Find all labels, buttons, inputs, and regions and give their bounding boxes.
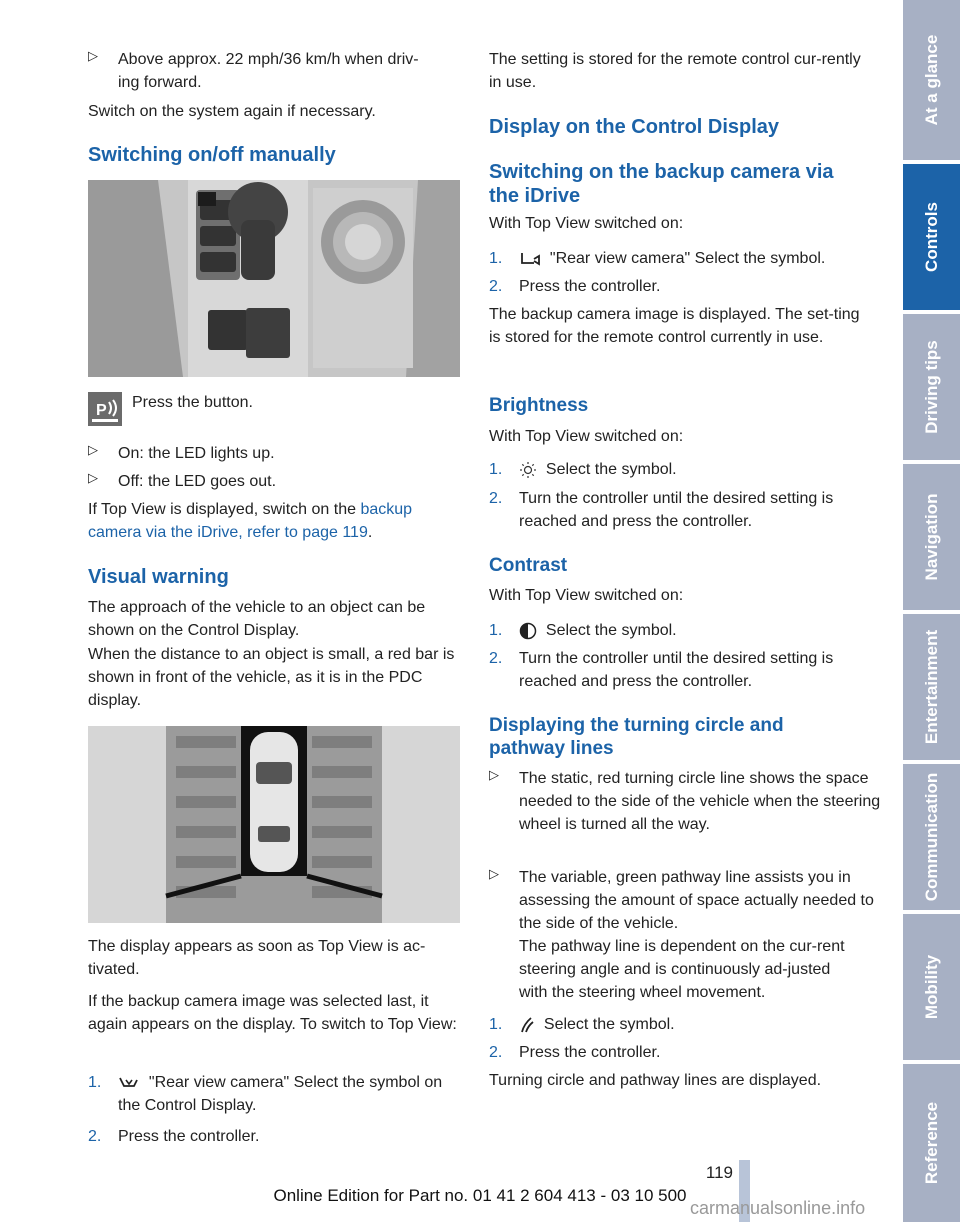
- turn-step-1-number: 1.: [489, 1016, 503, 1033]
- tab-label: Reference: [921, 1101, 941, 1185]
- watermark: carmanualsonline.info: [690, 1198, 866, 1218]
- rear-camera-icon: [118, 1074, 140, 1092]
- bullet-off: [88, 470, 490, 493]
- bright-step-2-text: Turn the controller until the desired setting is reached and press the controller.: [519, 490, 834, 530]
- bullet-forward: [88, 48, 490, 94]
- tab-communication[interactable]: [903, 764, 960, 910]
- cam-step-2-number: 2.: [489, 278, 503, 295]
- svg-text:P: P: [96, 402, 107, 419]
- display-paragraph-1: The display appears as soon as Top View is ac-tivated.: [88, 938, 426, 978]
- turn-step-2: [489, 1041, 861, 1064]
- triangle-bullet-icon: ▷: [88, 442, 98, 457]
- turn-step-2-text: Press the controller.: [519, 1044, 661, 1061]
- tab-label: Navigation: [921, 493, 941, 581]
- display-paragraph-2: If the backup camera image was selected last, it again appears on the display. To switch to Top View:: [88, 993, 457, 1033]
- tab-label: Mobility: [921, 954, 941, 1020]
- bullet-static-text: The static, red turning circle line shows the space needed to the side of the vehicle when the steering wheel is turned all the way.: [519, 770, 881, 833]
- step-1: [88, 1071, 460, 1117]
- cam-step-1-text: [519, 247, 861, 270]
- step-2-text: Press the controller.: [118, 1128, 260, 1145]
- switch-again-text: Switch on the system again if necessary.: [88, 103, 376, 120]
- bullet-off-text: Off: the LED goes out.: [118, 473, 277, 490]
- turn-step-1-label: Select the symbol.: [543, 1016, 675, 1033]
- triangle-bullet-icon: ▷: [88, 48, 98, 63]
- bright-step-1-number: 1.: [489, 461, 503, 478]
- backup-camera-link[interactable]: backup camera via the iDrive, refer to page 119: [88, 501, 413, 541]
- turn-step-1: [489, 1013, 861, 1036]
- with-topview-3: With Top View switched on:: [489, 587, 684, 604]
- tab-controls[interactable]: [903, 164, 960, 310]
- page-number: 119: [705, 1163, 733, 1182]
- topview-end: .: [367, 524, 373, 541]
- step-2: [88, 1125, 460, 1148]
- contrast-step-2-number: 2.: [489, 650, 503, 667]
- cam-step-2: [489, 275, 861, 298]
- bright-step-2: [489, 487, 861, 533]
- step-1-number: 1.: [88, 1074, 102, 1091]
- topview-text: If Top View is displayed, switch on the: [88, 501, 361, 518]
- brightness-icon: [519, 461, 537, 479]
- turn-step-2-number: 2.: [489, 1044, 503, 1061]
- tab-mobility[interactable]: [903, 914, 960, 1060]
- contrast-step-1: [489, 619, 861, 642]
- center-console-image: [88, 180, 460, 377]
- step-1-text: [118, 1071, 460, 1117]
- tab-label: At a glance: [921, 34, 941, 126]
- contrast-step-2-text: Turn the controller until the desired setting is reached and press the controller.: [519, 650, 834, 690]
- triangle-bullet-icon: ▷: [489, 866, 499, 881]
- footer-text: Online Edition for Part no. 01 41 2 604 413 - 03 10 500: [273, 1186, 687, 1205]
- stored-paragraph: The setting is stored for the remote control cur-rently in use.: [489, 51, 861, 91]
- contrast-step-1-number: 1.: [489, 622, 503, 639]
- tab-label: Controls: [921, 202, 941, 272]
- bullet-static: [489, 767, 891, 836]
- variable-subparagraph: The pathway line is dependent on the cur-rent steering angle and is continuously ad-justed with the steering wheel movement.: [519, 938, 845, 1001]
- tab-label: Entertainment: [921, 629, 941, 745]
- pdc-button-icon: [88, 392, 122, 426]
- contrast-step-1-label: Select the symbol.: [545, 622, 677, 639]
- cam-step-2-text: Press the controller.: [519, 278, 661, 295]
- with-topview-2: With Top View switched on:: [489, 428, 684, 445]
- top-view-image: [88, 726, 460, 923]
- cam-result: The backup camera image is displayed. The set-ting is stored for the remote control currently in use.: [489, 306, 860, 346]
- bullet-on: [88, 442, 490, 465]
- turn-result: Turning circle and pathway lines are displayed.: [489, 1072, 822, 1089]
- cam-step-1: [489, 247, 861, 270]
- bullet-forward-text: Above approx. 22 mph/36 km/h when driv- ing forward.: [118, 51, 419, 91]
- bullet-variable-text: The variable, green pathway line assists you in assessing the amount of space actually needed to the side of the vehicle.: [519, 869, 874, 932]
- bright-step-1: [489, 458, 861, 481]
- triangle-bullet-icon: ▷: [88, 470, 98, 485]
- heading-turning: Displaying the turning circle and pathway lines: [489, 715, 784, 759]
- step-2-number: 2.: [88, 1128, 102, 1145]
- with-topview-1: With Top View switched on:: [489, 215, 684, 232]
- tab-label: Driving tips: [921, 340, 941, 434]
- visual-paragraph-2: When the distance to an object is small, a red bar is shown in front of the vehicle, as it is in the PDC display.: [88, 646, 455, 709]
- tab-at-a-glance[interactable]: [903, 0, 960, 160]
- visual-paragraph-1: The approach of the vehicle to an object can be shown on the Control Display.: [88, 599, 426, 639]
- heading-display: Display on the Control Display: [489, 116, 780, 138]
- contrast-step-2: [489, 647, 861, 693]
- press-button-text: Press the button.: [132, 394, 253, 411]
- heading-idrive: Switching on the backup camera via the iDrive: [489, 161, 834, 207]
- bright-step-1-text: [519, 458, 861, 481]
- cam-step-1-number: 1.: [489, 250, 503, 267]
- heading-manual: Switching on/off manually: [88, 144, 336, 166]
- tab-navigation[interactable]: [903, 464, 960, 610]
- triangle-bullet-icon: ▷: [489, 767, 499, 782]
- heading-visual: Visual warning: [88, 566, 229, 588]
- tab-entertainment[interactable]: [903, 614, 960, 760]
- bright-step-1-label: Select the symbol.: [545, 461, 677, 478]
- bullet-on-text: On: the LED lights up.: [118, 445, 275, 462]
- topview-paragraph: [88, 498, 460, 544]
- contrast-step-1-text: [519, 619, 861, 642]
- step-1-label: "Rear view camera" Select the symbol on the Control Display.: [118, 1074, 443, 1114]
- cam-step-1-label: "Rear view camera" Select the symbol.: [549, 250, 826, 267]
- bright-step-2-number: 2.: [489, 490, 503, 507]
- bullet-variable: [489, 866, 891, 935]
- rear-camera-icon: [519, 250, 541, 268]
- heading-contrast: Contrast: [489, 555, 568, 576]
- tab-label: Communication: [921, 772, 941, 902]
- tab-driving-tips[interactable]: [903, 314, 960, 460]
- turn-step-1-text: [519, 1013, 861, 1036]
- contrast-icon: [519, 622, 537, 640]
- heading-brightness: Brightness: [489, 395, 589, 416]
- pathway-lines-icon: [519, 1016, 535, 1034]
